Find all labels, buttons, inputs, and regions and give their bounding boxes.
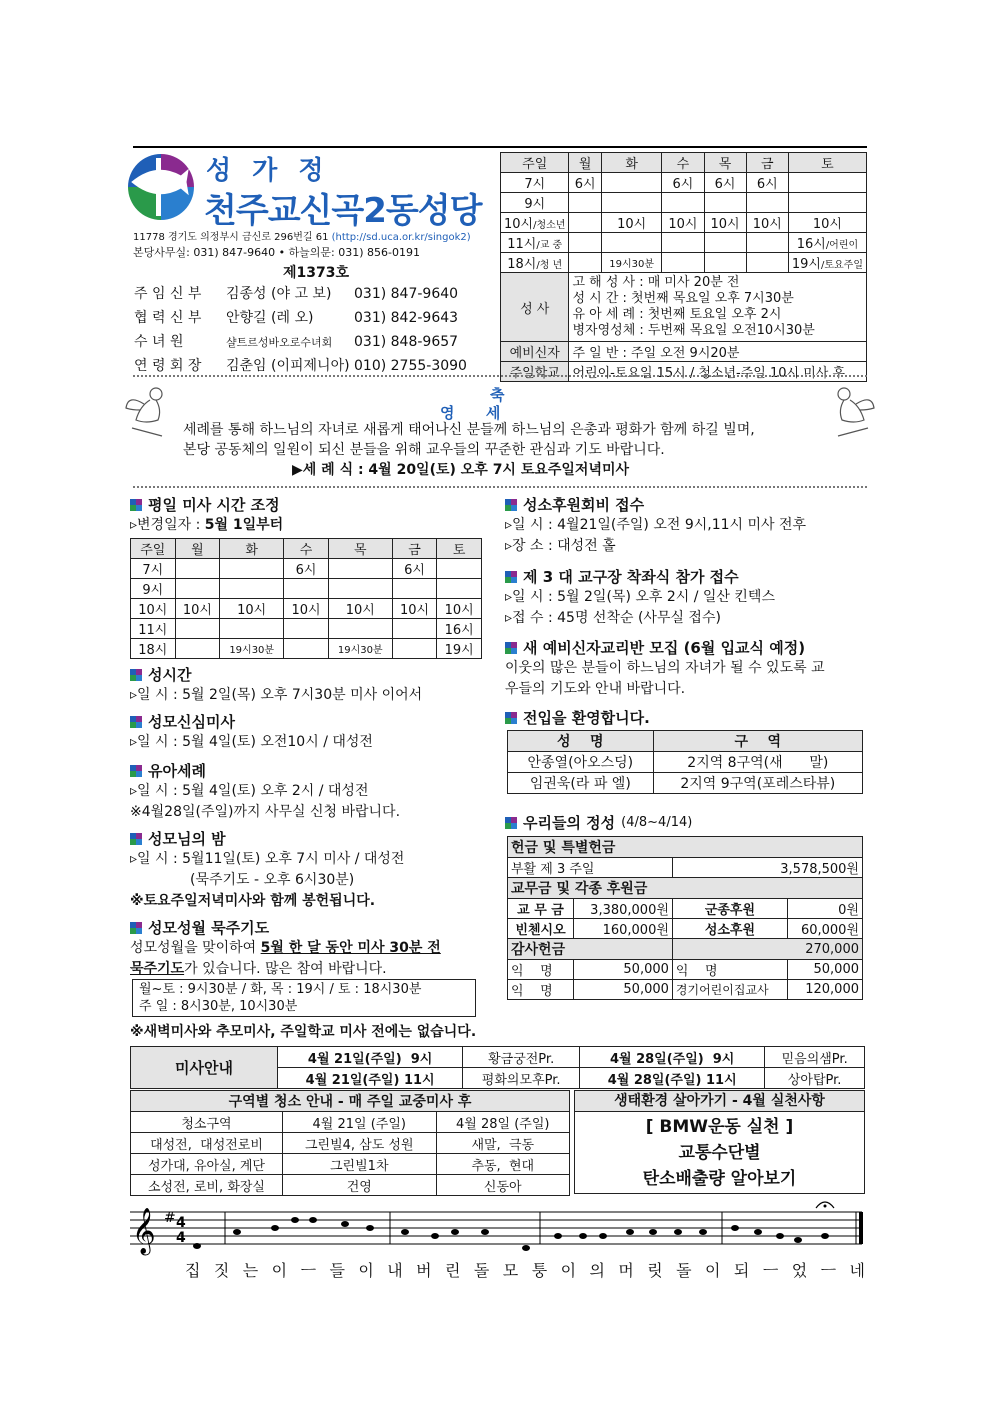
staff-list <box>134 284 467 380</box>
clover-bullet-icon <box>130 833 142 845</box>
table-row: 교 무 금 3,380,000원 군종후원 0원 <box>508 899 863 919</box>
table-row: 익 명 50,000 경기어린이집교사 120,000 <box>508 980 863 1000</box>
table-row: 임권욱(라 파 엘) 2지역 9구역(포레스타뷰) <box>508 773 863 794</box>
parish-big-title: 천주교신곡2동성당 <box>204 191 482 231</box>
svg-text:𝄞: 𝄞 <box>132 1208 156 1254</box>
table-row: 9시 <box>131 579 482 599</box>
lyrics-line: 집 짓 는 이 ㅡ 들 이 내 버 린 돌 모 퉁 이 의 머 릿 돌 이 되 ㅡ 었 ㅡ 네 <box>185 1261 865 1280</box>
table-row: 대성전, 대성전로비 그린빌4, 삼도 성원 새말, 극동 <box>131 1133 570 1154</box>
table-row: 주일 월 화 수 목 금 토 <box>131 539 482 559</box>
bishop-installation-title: 제 3 대 교구장 착좌식 참가 접수 <box>505 566 869 587</box>
holy-hour-title: 성시간 <box>130 664 490 685</box>
clover-bullet-icon <box>505 817 517 829</box>
phone-line: 본당사무실: 031) 847-9640 • 하늘의문: 031) 856-0191 <box>133 246 421 259</box>
marian-night-title: 성모님의 밤 <box>130 828 490 849</box>
table-row: 예비신자 주 일 반 : 주일 오전 9시20분 <box>501 342 867 362</box>
table-row: 10시/청소년 10시 10시 10시 10시 10시 <box>501 213 867 233</box>
marian-mass-title: 성모신심미사 <box>130 711 490 732</box>
rosary-time-box: 월~토 : 9시30분 / 화, 목 : 19시 / 토 : 18시30분 주 일 : 8시30분, 10시30분 <box>132 979 476 1017</box>
angel-left-icon <box>122 380 182 440</box>
svg-text:4: 4 <box>176 1230 186 1246</box>
infant-baptism-title: 유아세례 <box>130 760 490 781</box>
mass-guide-table <box>130 1046 865 1089</box>
table-row: 청소구역 4월 21일 (주일) 4월 28일 (주일) <box>131 1112 570 1133</box>
table-row: 10시 10시 10시 10시 10시 10시 10시 <box>131 599 482 619</box>
table-row: 빈첸시오 160,000원 성소후원 60,000원 <box>508 919 863 939</box>
clover-bullet-icon <box>130 716 142 728</box>
table-row: 교무금 및 각종 후원금 <box>508 878 863 899</box>
weekday-mass-title: 평일 미사 시간 조정 <box>130 494 490 515</box>
baptism-date: ▶세 례 식 : 4월 20일(토) 오후 7시 토요주일저녁미사 <box>292 462 630 478</box>
table-row: 감사헌금 270,000 <box>508 939 863 960</box>
welcome-table <box>507 730 863 794</box>
staff-row: 협 력 신 부 안향길 (레 오) 031) 842-9643 <box>134 310 459 326</box>
celebration-line-2: 본당 공동체의 일원이 되신 분들을 위해 교우들의 꾸준한 관심과 기도 바랍니다. <box>183 442 665 458</box>
new-catechumen-title: 새 예비신자교리반 모집 (6월 입교식 예정) <box>505 637 869 658</box>
parish-logo <box>126 152 196 222</box>
address-line: 11778 경기도 의정부시 금신로 296번길 61 (http://sd.uca.or.kr/singok2) <box>133 232 471 243</box>
staff-row: 주 임 신 부 김종성 (야 고 보) 031) 847-9640 <box>134 286 459 302</box>
table-row: 소성전, 로비, 화장실 건영 신동아 <box>131 1175 570 1196</box>
table-row: 성 명 구 역 <box>508 731 863 752</box>
table-row: 7시 6시 6시 6시 6시 <box>501 173 867 193</box>
table-row: 부활 제 3 주일 3,578,500원 <box>508 858 863 878</box>
eco-box: 생태환경 살아가기 - 4월 실천사항 [ BMW운동 실천 ] 교통수단별 탄소배출량 알아보기 <box>574 1090 865 1194</box>
celebration-line-1: 세례를 통해 하느님의 자녀로 새롭게 태어나신 분들께 하느님의 은총과 평화가 함께 하길 빌며, <box>183 422 755 438</box>
celebration-title-1: 축 <box>490 386 505 404</box>
offering-table <box>507 836 863 1000</box>
table-row: 구역별 청소 안내 - 매 주일 교중미사 후 <box>131 1091 570 1112</box>
svg-text:4: 4 <box>176 1215 186 1231</box>
staff-row: 연 령 회 장 김춘임 (이피제니아) 010) 2755-3090 <box>134 358 467 374</box>
clover-bullet-icon <box>130 922 142 934</box>
clover-bullet-icon <box>130 765 142 777</box>
homepage-link[interactable]: (http://sd.uca.or.kr/singok2) <box>331 232 471 243</box>
table-row: 11시/교 중 16시/어린이 <box>501 233 867 253</box>
table-row: 성 사 고 해 성 사 : 매 미사 20분 전 성 시 간 : 첫번째 목요일 오후 7시30분 유 아 세 례 : 첫번째 토요일 오후 2시 병자영성체 : 두번째 목요일 오전10시30분 <box>501 273 867 342</box>
offering-title: 우리들의 정성 (4/8~4/14) <box>505 812 869 833</box>
issue-number: 제1373호 <box>283 265 350 281</box>
table-row: 익 명 50,000 익 명 50,000 <box>508 960 863 980</box>
table-row: 주일학교 어린이-토요일 15시 / 청소년-주일 10시 미사 후 <box>501 362 867 382</box>
weekday-mass-table <box>130 538 482 659</box>
table-row: 주일 월 화 수 목 금 토 <box>501 153 867 173</box>
table-row: 7시 6시 6시 <box>131 559 482 579</box>
cleaning-table <box>130 1090 570 1196</box>
staff-row: 수 녀 원 샬트르성바오로수녀회 031) 848-9657 <box>134 334 459 350</box>
clover-bullet-icon <box>505 642 517 654</box>
clover-bullet-icon <box>505 499 517 511</box>
sponsor-fee-title: 성소후원회비 접수 <box>505 494 869 515</box>
clover-bullet-icon <box>130 499 142 511</box>
table-row: 18시/청 년 19시30분 19시/토요주일 <box>501 253 867 273</box>
rosary-title: 성모성월 묵주기도 <box>130 917 490 938</box>
rosary-note: ※새벽미사와 추모미사, 주일학교 미사 전에는 없습니다. <box>130 1024 477 1040</box>
table-row: 11시 16시 <box>131 619 482 639</box>
table-row: 헌금 및 특별헌금 <box>508 837 863 858</box>
svg-text:#: # <box>164 1210 176 1226</box>
mass-schedule-table <box>500 152 867 382</box>
clover-bullet-icon <box>505 571 517 583</box>
music-staff <box>130 1198 867 1258</box>
clover-bullet-icon <box>505 712 517 724</box>
welcome-title: 전입을 환영합니다. <box>505 707 869 728</box>
table-row: 안종열(아오스딩) 2지역 8구역(새 말) <box>508 752 863 773</box>
table-row: 4월 21일(주일) 11시 평화의모후Pr. 4월 28일(주일) 11시 상아탑Pr. <box>131 1068 865 1089</box>
table-row: 미사안내 4월 21일(주일) 9시 황금궁전Pr. 4월 28일(주일) 9시 믿음의샘Pr. <box>131 1047 865 1068</box>
table-row: 성가대, 유아실, 계단 그린빌1차 추동, 현대 <box>131 1154 570 1175</box>
celebration-title-2: 영 세 <box>440 404 501 422</box>
angel-right-icon <box>818 380 878 440</box>
clover-bullet-icon <box>130 669 142 681</box>
parish-small-title: 성 가 정 <box>206 156 330 186</box>
table-row: 9시 <box>501 193 867 213</box>
table-row: 18시 19시30분 19시30분 19시 <box>131 639 482 659</box>
